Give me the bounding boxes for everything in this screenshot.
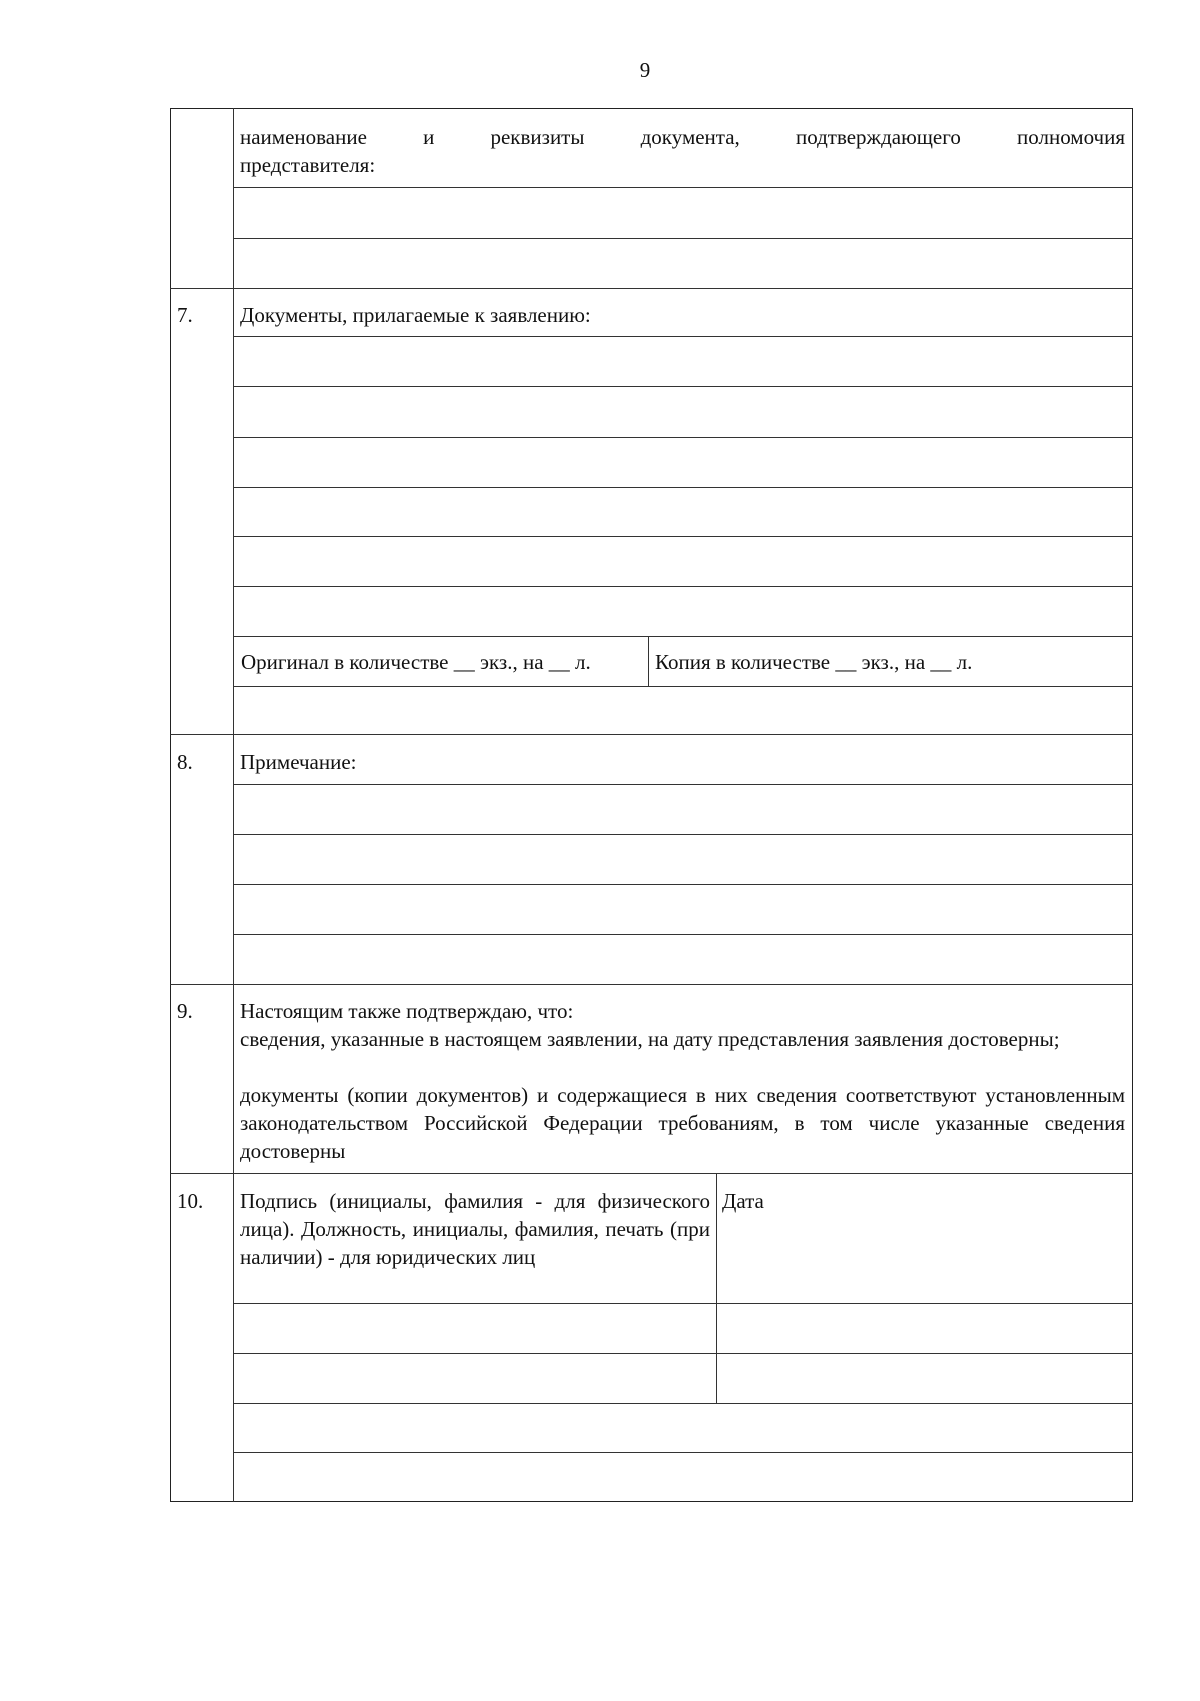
- representative-document-field-1[interactable]: [235, 189, 1131, 237]
- row7-divider: [233, 686, 1133, 687]
- row-separator: [170, 1173, 1133, 1174]
- row10-divider: [233, 1303, 1133, 1304]
- original-count-text: Оригинал в количестве __ экз., на __ л.: [241, 650, 591, 674]
- signature-label: Подпись (инициалы, фамилия - для физического лица). Должность, инициалы, фамилия, печать (при наличии) - для юридических лиц: [240, 1189, 710, 1269]
- row-separator: [170, 734, 1133, 735]
- attached-document-field-2[interactable]: [235, 388, 1131, 436]
- row7-number: 7.: [177, 303, 193, 327]
- row7-divider: [233, 336, 1133, 337]
- attached-document-field-4[interactable]: [235, 489, 1131, 535]
- row6-label-line1: наименование и реквизиты документа, подтверждающего полномочия: [240, 125, 1125, 149]
- number-column-divider: [233, 108, 234, 1502]
- signature-field-1[interactable]: [235, 1305, 714, 1352]
- attached-document-field-3[interactable]: [235, 439, 1131, 486]
- note-field-3[interactable]: [235, 886, 1131, 933]
- signature-date-divider: [716, 1173, 717, 1403]
- signature-field-3[interactable]: [235, 1405, 1131, 1451]
- row8-divider: [233, 934, 1133, 935]
- signature-field-4[interactable]: [235, 1454, 1131, 1500]
- row9-statement-1: сведения, указанные в настоящем заявлении, на дату представления заявления достоверны;: [240, 1027, 1060, 1051]
- row7-divider: [233, 437, 1133, 438]
- row10-number: 10.: [177, 1189, 204, 1213]
- row8-label: Примечание:: [240, 750, 357, 774]
- row7-label: Документы, прилагаемые к заявлению:: [240, 303, 591, 327]
- row10-divider: [233, 1403, 1133, 1404]
- row9-intro: Настоящим также подтверждаю, что:: [240, 999, 574, 1023]
- note-field-2[interactable]: [235, 836, 1131, 883]
- row8-divider: [233, 834, 1133, 835]
- date-label: Дата: [722, 1189, 764, 1213]
- row8-divider: [233, 784, 1133, 785]
- row-separator: [170, 984, 1133, 985]
- row8-divider: [233, 884, 1133, 885]
- row10-divider: [233, 1353, 1133, 1354]
- row-separator: [170, 288, 1133, 289]
- date-field-2[interactable]: [718, 1355, 1131, 1402]
- original-copy-divider: [648, 636, 649, 686]
- copy-count-text: Копия в количестве __ экз., на __ л.: [655, 650, 973, 674]
- row6-divider: [233, 238, 1133, 239]
- row7-divider: [233, 487, 1133, 488]
- note-field-1[interactable]: [235, 786, 1131, 833]
- page-number: 9: [639, 58, 651, 82]
- note-field-4[interactable]: [235, 936, 1131, 983]
- row10-divider: [233, 1452, 1133, 1453]
- row6-label-line2: представителя:: [240, 153, 376, 177]
- attached-document-field-5[interactable]: [235, 538, 1131, 584]
- attached-document-field-6[interactable]: [235, 588, 1131, 634]
- row7-divider: [233, 636, 1133, 637]
- row7-divider: [233, 386, 1133, 387]
- row9-number: 9.: [177, 999, 193, 1023]
- attached-document-field-1[interactable]: [235, 338, 1131, 385]
- signature-field-2[interactable]: [235, 1355, 714, 1402]
- row7-divider: [233, 586, 1133, 587]
- row7-divider: [233, 536, 1133, 537]
- row6-divider: [233, 187, 1133, 188]
- row9-statement-2: документы (копии документов) и содержащиеся в них сведения соответствуют установленным законодательством Российской Федерации требованиям, в том числе указанные сведения достоверны: [240, 1083, 1125, 1163]
- date-field-1[interactable]: [718, 1305, 1131, 1352]
- representative-document-field-2[interactable]: [235, 240, 1131, 286]
- attached-document-field-7[interactable]: [235, 688, 1131, 733]
- row8-number: 8.: [177, 750, 193, 774]
